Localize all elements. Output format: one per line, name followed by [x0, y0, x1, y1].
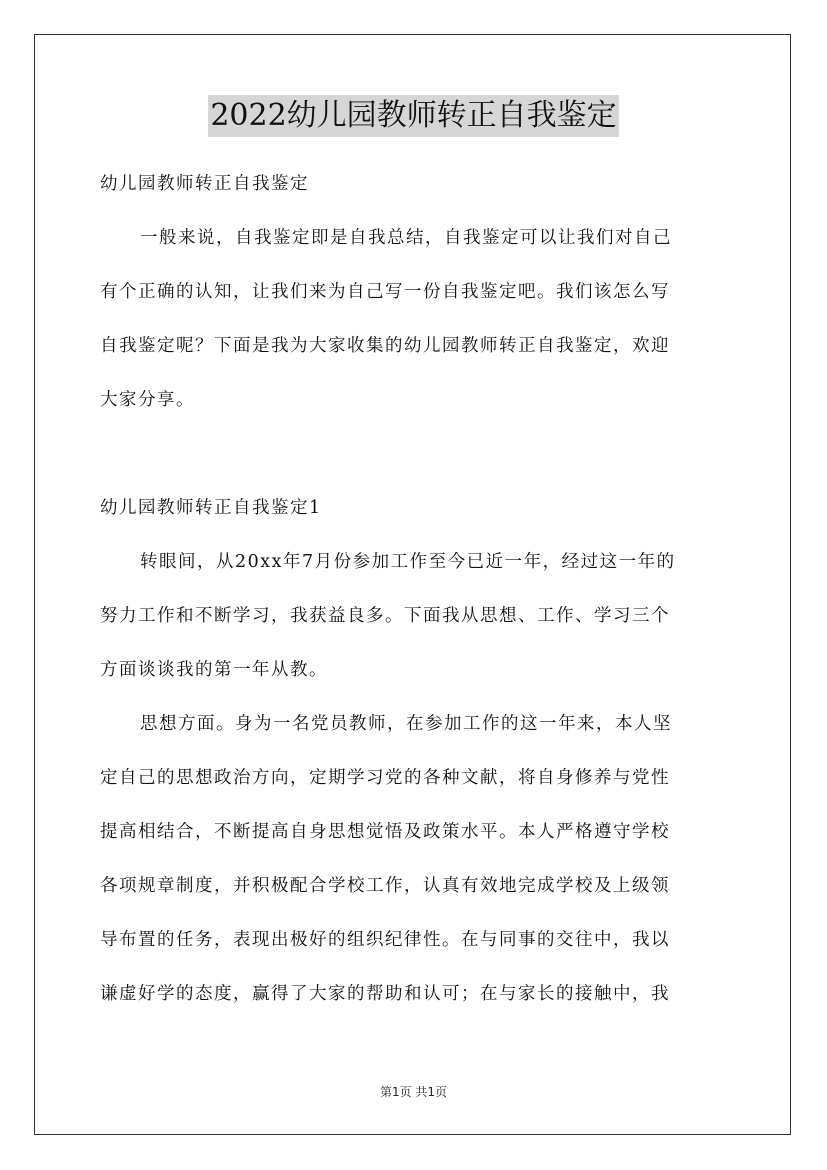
paragraph-line: 谦虚好学的态度，赢得了大家的帮助和认可；在与家长的接触中，我 [100, 984, 670, 1004]
paragraph-line: 提高相结合，不断提高自身思想觉悟及政策水平。本人严格遵守学校 [100, 822, 670, 842]
document-title: 2022幼儿园教师转正自我鉴定 [208, 95, 618, 137]
paragraph-line: 思想方面。身为一名党员教师，在参加工作的这一年来，本人坚 [140, 714, 672, 734]
paragraph-line: 导布置的任务，表现出极好的组织纪律性。在与同事的交往中，我以 [100, 930, 670, 950]
document-body [100, 95, 727, 1021]
paragraph-line: 各项规章制度，并积极配合学校工作，认真有效地完成学校及上级领 [100, 876, 670, 896]
title-wrap [100, 95, 727, 137]
paragraph-line: 努力工作和不断学习，我获益良多。下面我从思想、工作、学习三个 [100, 606, 670, 626]
spacer [100, 427, 727, 481]
paragraph-line: 定自己的思想政治方向，定期学习党的各种文献，将自身修养与党性 [100, 768, 670, 788]
paragraph-line: 方面谈谈我的第一年从教。 [100, 660, 328, 680]
paragraph-line: 大家分享。 [100, 390, 195, 410]
paragraph-line: 一般来说，自我鉴定即是自我总结，自我鉴定可以让我们对自己 [140, 228, 672, 248]
paragraph-line: 自我鉴定呢？下面是我为大家收集的幼儿园教师转正自我鉴定，欢迎 [100, 336, 670, 356]
section-heading: 幼儿园教师转正自我鉴定1 [100, 498, 322, 518]
paragraph-line: 转眼间，从20xx年7月份参加工作至今已近一年，经过这一年的 [140, 552, 676, 572]
section-heading: 幼儿园教师转正自我鉴定 [100, 174, 309, 194]
paragraph-line: 有个正确的认知，让我们来为自己写一份自我鉴定吧。我们该怎么写 [100, 282, 670, 302]
page-number: 第1页 共1页 [379, 1085, 448, 1099]
